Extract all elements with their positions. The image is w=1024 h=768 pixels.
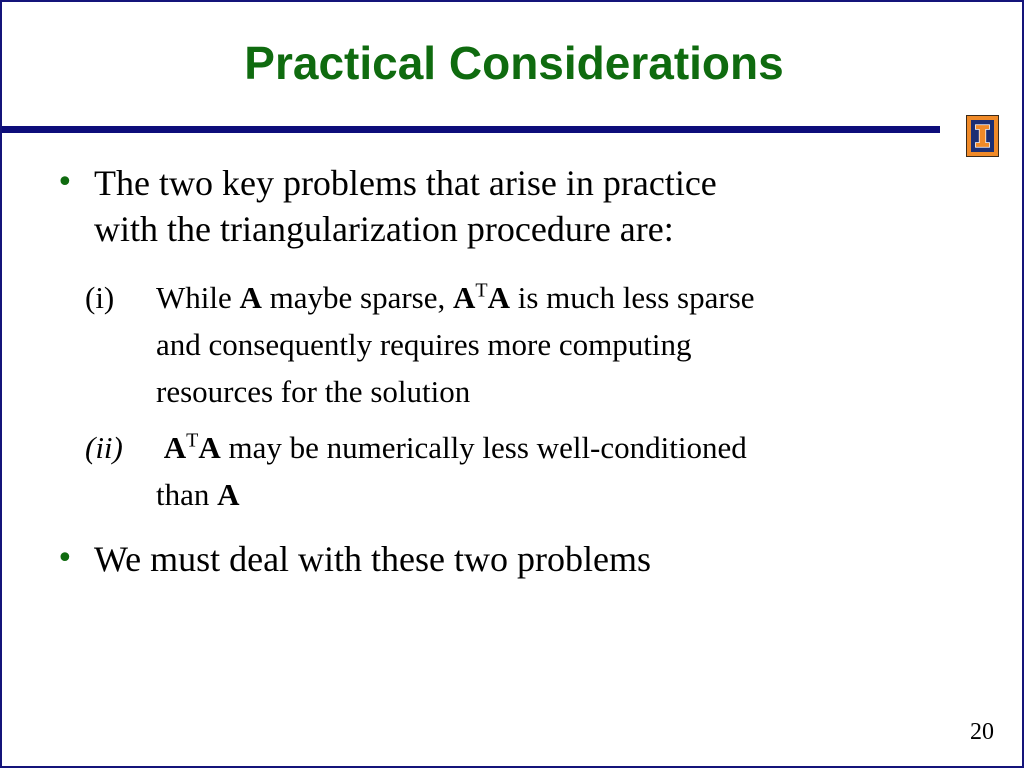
subitem-label: (ii) xyxy=(85,430,123,465)
bullet-text-line: The two key problems that arise in practice xyxy=(94,163,717,203)
subitem-text: $A^TA$ may be numerically less well-conditioned than A xyxy=(156,429,747,512)
bullet-text-line: with the triangularization procedure are: xyxy=(94,209,674,249)
title-divider xyxy=(2,126,940,133)
subitem-label: (i) xyxy=(85,280,115,315)
bullet-deal-with-problems xyxy=(56,536,954,582)
bullet-text-line: We must deal with these two problems xyxy=(94,539,651,579)
bullet-dot-icon: • xyxy=(56,165,74,200)
bullet-key-problems xyxy=(56,160,954,252)
bullet-dot-icon: • xyxy=(56,541,74,576)
page-number: 20 xyxy=(970,719,994,745)
slide-title: Practical Considerations xyxy=(244,37,784,89)
subitem-text: While A maybe sparse, $A^TA$ is much less sparse and consequently requires more computing resources for the solution xyxy=(156,279,755,409)
university-block-i-icon xyxy=(966,115,999,157)
